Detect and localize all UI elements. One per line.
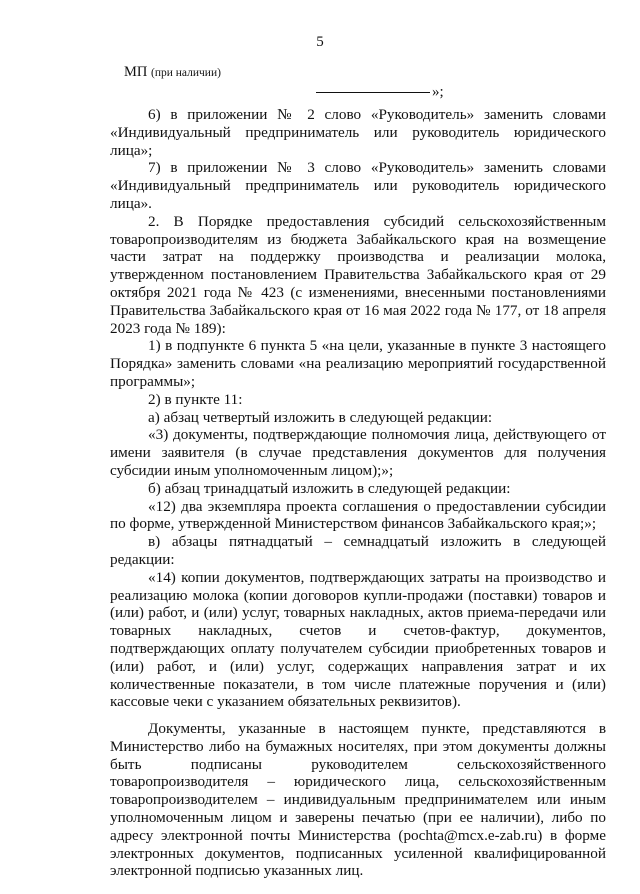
paragraph: а) абзац четвертый изложить в следующей редакции: xyxy=(148,408,493,426)
paragraph: 7) в приложении № 3 слово «Руководитель» заменить словами «Индивидуальный предприниматель или руководитель юридического лица». xyxy=(110,159,606,212)
paragraph: Документы, указанные в настоящем пункте, представляются в Министерство либо на бумажных носителях, при этом документы должны быть подписаны руководителем сельскохозяйственного товаропроизводителя – юридического лица, сельскохозяйственным товаропроизводителем – индивидуальным предпринимателем или иным уполномоченным лицом и заверены печатью (при ее наличии), либо по адресу электронной почты Министерства (pochta@mcx.e-zab.ru) в форме электронных документов, подписанных усиленной квалифицированной электронной подписью указанных лиц. xyxy=(110,720,606,880)
paragraph: 1) в подпункте 6 пункта 5 «на цели, указанные в пункте 3 настоящего Порядка» заменить словами «на реализацию мероприятий государственной программы»; xyxy=(110,337,606,390)
page-number: 5 xyxy=(316,34,324,50)
stamp-label: МП xyxy=(124,64,148,80)
paragraph: 2) в пункте 11: xyxy=(148,390,243,408)
stamp-note: (при наличии) xyxy=(151,67,221,79)
paragraph: «3) документы, подтверждающие полномочия лица, действующего от имени заявителя (в случае представления документов для получения субсидии иным уполномоченным лицом);»; xyxy=(110,426,606,479)
signature-blank xyxy=(316,92,430,93)
paragraph: 2. В Порядке предоставления субсидий сельскохозяйственным товаропроизводителям из бюджета Забайкальского края на возмещение части затрат на поддержку производства и реализации молока, утвержденном постановлением Правительства Забайкальского края от 29 октября 2021 года № 423 (с изменениями, внесенными постановлениями Правительства Забайкальского края от 16 мая 2022 года № 177, от 18 апреля 2023 года № 189): xyxy=(110,212,606,337)
paragraph: «12) два экземпляра проекта соглашения о предоставлении субсидии по форме, утвержденной Министерством финансов Забайкальского края;»; xyxy=(110,497,606,533)
signature-line xyxy=(316,84,444,101)
document-body xyxy=(110,106,606,880)
paragraph: в) абзацы пятнадцатый – семнадцатый изложить в следующей редакции: xyxy=(110,533,606,568)
paragraph: «14) копии документов, подтверждающих затраты на производство и реализацию молока (копии договоров купли-продажи (поставки) товаров и (или) работ, и (или) услуг, товарных накладных, актов приема-передачи или товарных накладных, счетов и счетов-фактур, документов, подтверждающих оплату получателем субсидии приобретенных товаров и (или) работ, и (или) услуг, содержащих направления затрат и их количественные показатели, в том числе платежные поручения и (или) кассовые чеки с указанием обязательных реквизитов). xyxy=(110,568,606,711)
stamp-placeholder xyxy=(124,64,221,81)
paragraph: 6) в приложении № 2 слово «Руководитель» заменить словами «Индивидуальный предприниматель или руководитель юридического лица»; xyxy=(110,106,606,159)
paragraph: б) абзац тринадцатый изложить в следующей редакции: xyxy=(148,479,511,497)
signature-suffix: »; xyxy=(432,84,444,100)
